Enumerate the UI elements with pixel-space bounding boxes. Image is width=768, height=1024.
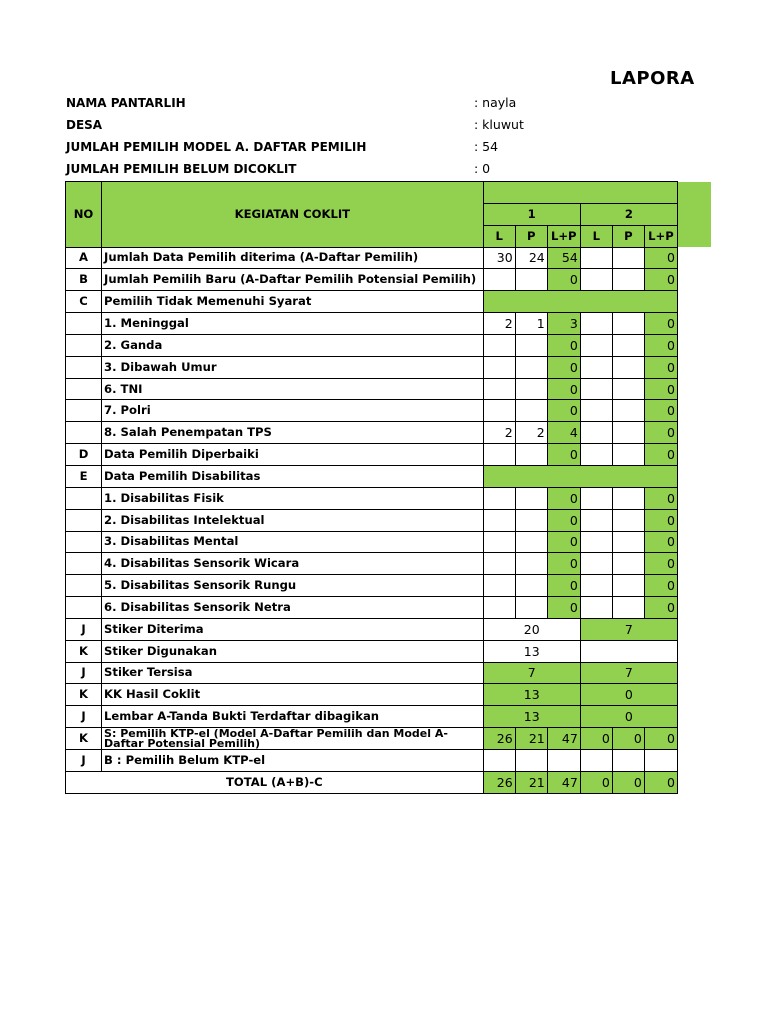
cell-p1 <box>515 597 547 619</box>
cell-l2: 0 <box>580 728 612 750</box>
row-no: J <box>66 662 102 684</box>
cell-l1 <box>483 553 515 575</box>
summary-value-2: 0 <box>580 684 677 706</box>
cell-l1 <box>483 509 515 531</box>
cell-p2 <box>612 378 644 400</box>
cell-p2 <box>612 444 644 466</box>
cell-l2 <box>580 509 612 531</box>
cell-p2 <box>612 597 644 619</box>
cell-l1 <box>483 749 515 771</box>
cell-l1 <box>483 487 515 509</box>
row-no: C <box>66 291 102 313</box>
row-no: K <box>66 640 102 662</box>
cell-lp2: 0 <box>644 378 677 400</box>
summary-value-1: 20 <box>483 618 580 640</box>
header-kegiatan: KEGIATAN COKLIT <box>102 182 484 248</box>
summary-value-2: 7 <box>580 662 677 684</box>
header-band-overflow <box>678 182 711 247</box>
header-p-2: P <box>612 225 644 247</box>
cell-l1 <box>483 269 515 291</box>
table-row <box>66 531 678 553</box>
table-row <box>66 334 678 356</box>
row-no <box>66 487 102 509</box>
table-row <box>66 291 678 313</box>
summary-value-2 <box>580 640 677 662</box>
cell-lp1: 0 <box>547 509 580 531</box>
cell-p2 <box>612 553 644 575</box>
cell-l2 <box>580 487 612 509</box>
cell-l1: 30 <box>483 247 515 269</box>
table-row <box>66 400 678 422</box>
cell-lp2: 0 <box>644 531 677 553</box>
row-label: Stiker Digunakan <box>102 640 484 662</box>
cell-p2 <box>612 334 644 356</box>
cell-l2 <box>580 575 612 597</box>
row-no: A <box>66 247 102 269</box>
row-no: J <box>66 706 102 728</box>
cell-lp2: 0 <box>644 487 677 509</box>
row-label: Stiker Diterima <box>102 618 484 640</box>
cell-p1 <box>515 575 547 597</box>
row-no: K <box>66 684 102 706</box>
total-p1: 21 <box>515 771 547 793</box>
cell-p1: 2 <box>515 422 547 444</box>
cell-p1: 1 <box>515 313 547 335</box>
cell-lp1: 0 <box>547 356 580 378</box>
cell-p2 <box>612 749 644 771</box>
summary-value-1: 13 <box>483 640 580 662</box>
cell-p2 <box>612 269 644 291</box>
row-label: 2. Ganda <box>102 334 484 356</box>
cell-lp1: 3 <box>547 313 580 335</box>
cell-l1 <box>483 575 515 597</box>
cell-lp2: 0 <box>644 334 677 356</box>
cell-lp1: 4 <box>547 422 580 444</box>
table-row <box>66 356 678 378</box>
row-label: 6. Disabilitas Sensorik Netra <box>102 597 484 619</box>
header-lp-1: L+P <box>547 225 580 247</box>
cell-lp2: 0 <box>644 356 677 378</box>
belum-ktp-row <box>66 749 678 771</box>
cell-lp2: 0 <box>644 575 677 597</box>
header-lp-2: L+P <box>644 225 677 247</box>
row-label: 3. Disabilitas Mental <box>102 531 484 553</box>
cell-lp2: 0 <box>644 313 677 335</box>
cell-p2 <box>612 509 644 531</box>
cell-lp1: 0 <box>547 444 580 466</box>
table-row <box>66 378 678 400</box>
cell-l1 <box>483 356 515 378</box>
section-band <box>483 465 677 487</box>
cell-l2 <box>580 553 612 575</box>
row-label: 7. Polri <box>102 400 484 422</box>
cell-lp1 <box>547 749 580 771</box>
row-no: B <box>66 269 102 291</box>
row-label: Jumlah Data Pemilih diterima (A-Daftar Pemilih) <box>102 247 484 269</box>
summary-row <box>66 706 678 728</box>
cell-l2 <box>580 422 612 444</box>
info-value-pantarlih: : nayla <box>474 95 517 110</box>
row-label: KK Hasil Coklit <box>102 684 484 706</box>
cell-p1 <box>515 487 547 509</box>
cell-lp2: 0 <box>644 247 677 269</box>
summary-value-1: 7 <box>483 662 580 684</box>
cell-lp1: 0 <box>547 269 580 291</box>
cell-l1 <box>483 400 515 422</box>
row-no <box>66 378 102 400</box>
summary-value-1: 13 <box>483 706 580 728</box>
table-row <box>66 444 678 466</box>
cell-l1 <box>483 334 515 356</box>
row-no <box>66 553 102 575</box>
cell-lp1: 0 <box>547 575 580 597</box>
cell-l2 <box>580 400 612 422</box>
row-label: Data Pemilih Disabilitas <box>102 465 484 487</box>
cell-p2 <box>612 575 644 597</box>
cell-p1 <box>515 553 547 575</box>
header-band <box>483 182 677 204</box>
table-row <box>66 509 678 531</box>
cell-p2 <box>612 487 644 509</box>
cell-l1 <box>483 378 515 400</box>
cell-lp2: 0 <box>644 509 677 531</box>
cell-l2 <box>580 334 612 356</box>
cell-p1 <box>515 400 547 422</box>
info-label-jumlah-pemilih: JUMLAH PEMILIH MODEL A. DAFTAR PEMILIH <box>66 140 367 154</box>
cell-p1 <box>515 269 547 291</box>
total-lp1: 47 <box>547 771 580 793</box>
cell-lp2: 0 <box>644 728 677 750</box>
table-row <box>66 269 678 291</box>
cell-p2 <box>612 247 644 269</box>
cell-lp1: 0 <box>547 378 580 400</box>
row-no: K <box>66 728 102 750</box>
summary-row <box>66 684 678 706</box>
cell-lp1: 0 <box>547 597 580 619</box>
info-value-belum-dicoklit: : 0 <box>474 161 491 176</box>
row-label: 4. Disabilitas Sensorik Wicara <box>102 553 484 575</box>
row-no <box>66 531 102 553</box>
row-label: Lembar A-Tanda Bukti Terdaftar dibagikan <box>102 706 484 728</box>
cell-l1: 2 <box>483 422 515 444</box>
cell-p2 <box>612 356 644 378</box>
cell-p2: 0 <box>612 728 644 750</box>
row-label: 1. Meninggal <box>102 313 484 335</box>
row-no <box>66 422 102 444</box>
cell-l2 <box>580 597 612 619</box>
row-label: Data Pemilih Diperbaiki <box>102 444 484 466</box>
row-label: S: Pemilih KTP-el (Model A-Daftar Pemilih dan Model A-Daftar Potensial Pemilih) <box>102 728 484 750</box>
header-group-1: 1 <box>483 203 580 225</box>
cell-lp1: 0 <box>547 531 580 553</box>
row-no: J <box>66 618 102 640</box>
row-label: B : Pemilih Belum KTP-el <box>102 749 484 771</box>
row-label: Pemilih Tidak Memenuhi Syarat <box>102 291 484 313</box>
total-p2: 0 <box>612 771 644 793</box>
row-no: D <box>66 444 102 466</box>
table-row <box>66 422 678 444</box>
summary-row <box>66 618 678 640</box>
cell-l2 <box>580 531 612 553</box>
table-row <box>66 487 678 509</box>
cell-l2 <box>580 749 612 771</box>
cell-lp2: 0 <box>644 444 677 466</box>
summary-value-2: 0 <box>580 706 677 728</box>
total-l2: 0 <box>580 771 612 793</box>
cell-lp1: 0 <box>547 487 580 509</box>
header-l-1: L <box>483 225 515 247</box>
cell-lp1: 0 <box>547 400 580 422</box>
cell-p1 <box>515 509 547 531</box>
section-band <box>483 291 677 313</box>
row-no <box>66 509 102 531</box>
cell-l2 <box>580 247 612 269</box>
row-label: Jumlah Pemilih Baru (A-Daftar Pemilih Potensial Pemilih) <box>102 269 484 291</box>
summary-row <box>66 640 678 662</box>
row-no <box>66 334 102 356</box>
cell-l1: 26 <box>483 728 515 750</box>
cell-p1: 21 <box>515 728 547 750</box>
row-no: J <box>66 749 102 771</box>
summary-value-1: 13 <box>483 684 580 706</box>
row-label: 6. TNI <box>102 378 484 400</box>
cell-l1: 2 <box>483 313 515 335</box>
table-row <box>66 313 678 335</box>
cell-lp2: 0 <box>644 553 677 575</box>
cell-p1 <box>515 334 547 356</box>
info-label-pantarlih: NAMA PANTARLIH <box>66 96 186 110</box>
summary-row <box>66 662 678 684</box>
cell-lp1: 54 <box>547 247 580 269</box>
row-no: E <box>66 465 102 487</box>
cell-l2 <box>580 269 612 291</box>
table-row <box>66 465 678 487</box>
row-no <box>66 575 102 597</box>
table-row <box>66 247 678 269</box>
row-label: 2. Disabilitas Intelektual <box>102 509 484 531</box>
row-label: 5. Disabilitas Sensorik Rungu <box>102 575 484 597</box>
cell-l1 <box>483 597 515 619</box>
row-label: 3. Dibawah Umur <box>102 356 484 378</box>
row-no <box>66 597 102 619</box>
cell-lp2: 0 <box>644 597 677 619</box>
cell-lp1: 47 <box>547 728 580 750</box>
cell-p1 <box>515 378 547 400</box>
cell-lp2 <box>644 749 677 771</box>
info-value-jumlah-pemilih: : 54 <box>474 139 499 154</box>
total-label: TOTAL (A+B)-C <box>66 771 484 793</box>
total-row <box>66 771 678 793</box>
row-no <box>66 313 102 335</box>
row-label: Stiker Tersisa <box>102 662 484 684</box>
info-value-desa: : kluwut <box>474 117 524 132</box>
row-no <box>66 400 102 422</box>
cell-p2 <box>612 400 644 422</box>
coklit-table <box>65 181 678 794</box>
table-row <box>66 553 678 575</box>
cell-p1 <box>515 531 547 553</box>
cell-p1: 24 <box>515 247 547 269</box>
report-title: LAPORA <box>610 68 695 89</box>
cell-p1 <box>515 749 547 771</box>
row-no <box>66 356 102 378</box>
header-group-2: 2 <box>580 203 677 225</box>
total-lp2: 0 <box>644 771 677 793</box>
cell-l1 <box>483 531 515 553</box>
cell-lp2: 0 <box>644 422 677 444</box>
header-p-1: P <box>515 225 547 247</box>
cell-p1 <box>515 444 547 466</box>
cell-lp1: 0 <box>547 553 580 575</box>
cell-lp1: 0 <box>547 334 580 356</box>
cell-l1 <box>483 444 515 466</box>
header-no: NO <box>66 182 102 248</box>
row-label: 1. Disabilitas Fisik <box>102 487 484 509</box>
info-label-belum-dicoklit: JUMLAH PEMILIH BELUM DICOKLIT <box>66 162 297 176</box>
cell-p2 <box>612 422 644 444</box>
cell-lp2: 0 <box>644 269 677 291</box>
cell-p2 <box>612 531 644 553</box>
table-row <box>66 597 678 619</box>
cell-lp2: 0 <box>644 400 677 422</box>
cell-l2 <box>580 313 612 335</box>
cell-l2 <box>580 356 612 378</box>
total-l1: 26 <box>483 771 515 793</box>
cell-l2 <box>580 444 612 466</box>
table-row <box>66 575 678 597</box>
cell-p1 <box>515 356 547 378</box>
ktp-row <box>66 728 678 750</box>
info-label-desa: DESA <box>66 118 103 132</box>
row-label: 8. Salah Penempatan TPS <box>102 422 484 444</box>
header-l-2: L <box>580 225 612 247</box>
summary-value-2: 7 <box>580 618 677 640</box>
cell-l2 <box>580 378 612 400</box>
cell-p2 <box>612 313 644 335</box>
